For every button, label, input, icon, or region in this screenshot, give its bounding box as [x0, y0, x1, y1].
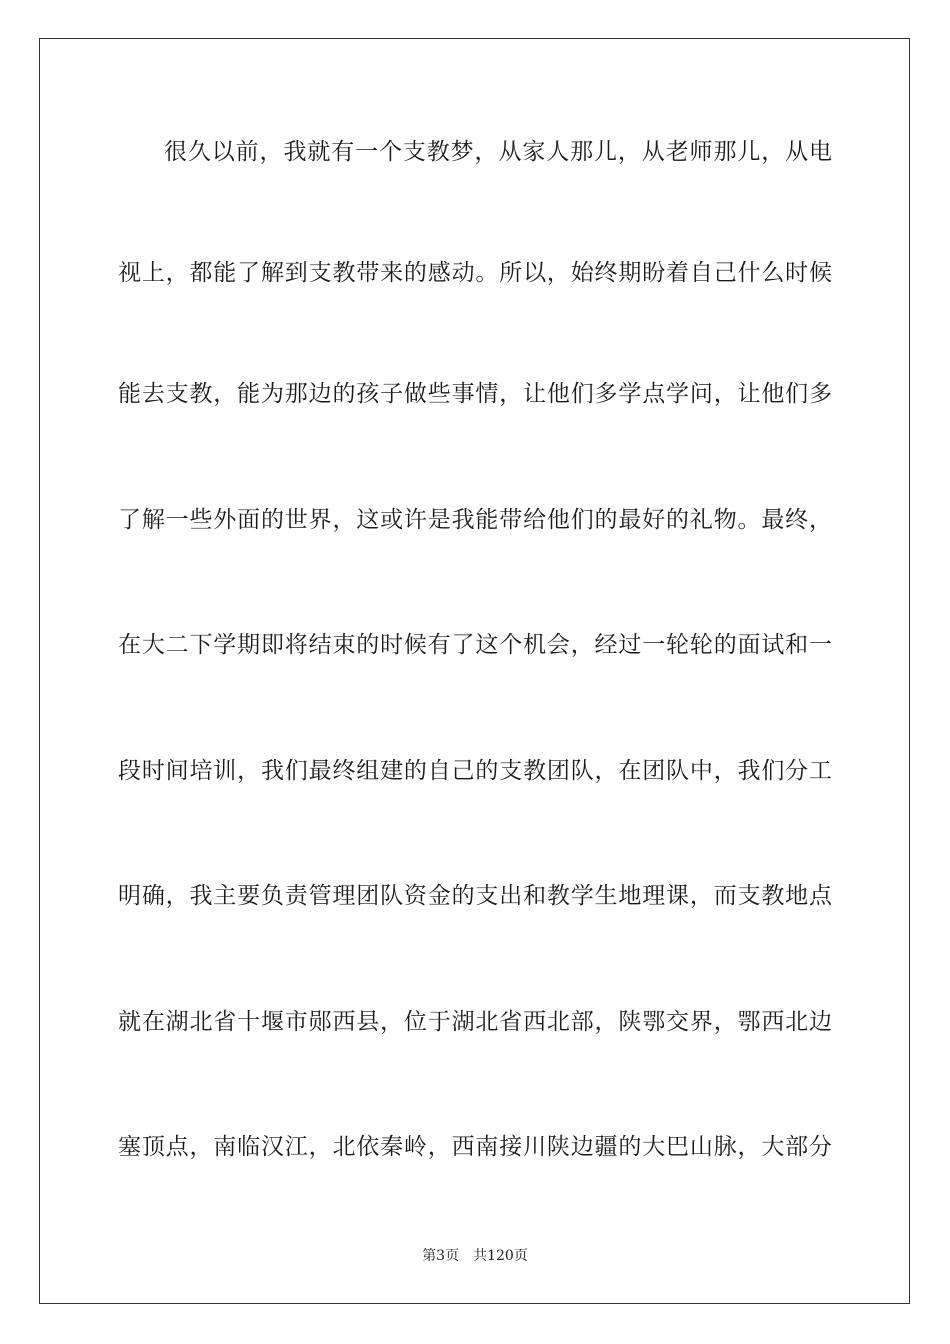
page-footer	[0, 1246, 950, 1266]
text-line-2: 视上，都能了解到支教带来的感动。所以，始终期盼着自己什么时候	[118, 260, 832, 286]
page-border	[39, 38, 910, 1304]
text-line-4: 了解一些外面的世界，这或许是我能带给他们的最好的礼物。最终，	[118, 507, 832, 533]
text-line-8: 就在湖北省十堰市郧西县，位于湖北省西北部，陕鄂交界，鄂西北边	[118, 1009, 832, 1035]
text-line-9: 塞顶点，南临汉江，北依秦岭，西南接川陕边疆的大巴山脉，大部分	[118, 1134, 832, 1160]
page-total: 共120页	[473, 1248, 528, 1264]
text-line-3: 能去支教，能为那边的孩子做些事情，让他们多学点学问，让他们多	[118, 381, 832, 407]
text-line-1: 很久以前，我就有一个支教梦，从家人那儿，从老师那儿，从电	[164, 139, 832, 165]
text-line-6: 段时间培训，我们最终组建的自己的支教团队，在团队中，我们分工	[118, 758, 832, 784]
text-line-7: 明确，我主要负责管理团队资金的支出和教学生地理课，而支教地点	[118, 883, 832, 909]
text-line-5: 在大二下学期即将结束的时候有了这个机会，经过一轮轮的面试和一	[118, 632, 832, 658]
page-number: 第3页	[422, 1248, 460, 1264]
